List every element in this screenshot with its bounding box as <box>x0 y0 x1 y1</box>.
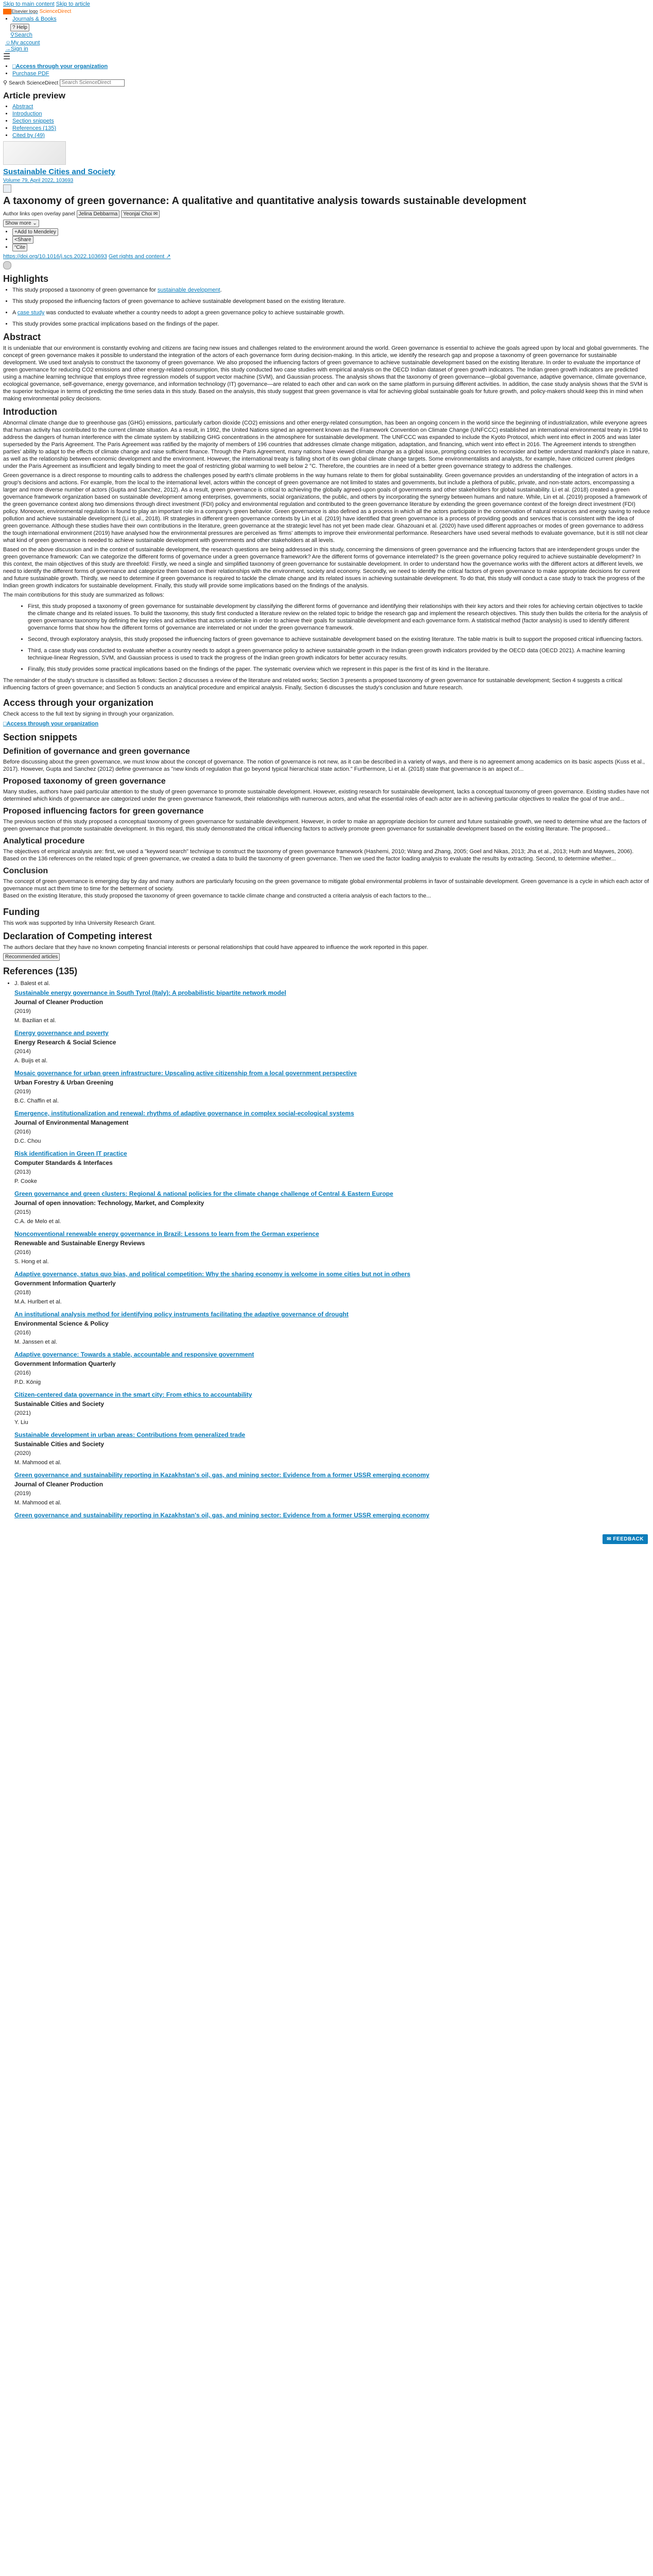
reference-item: Green governance and sustainability reporting in Kazakhstan's oil, gas, and mining sector: Evidence from a former USSR emerging economy Journal of Cleaner Production (2019) M. Mahmood et al. <box>14 1471 650 1506</box>
intro-closing: The remainder of the study's structure is classified as follows: Section 2 discusses a review of the literature and related works; Section 3 presents a proposed taxonomy of green governance for sustainable development; Section 4 suggests a critical influencing factors of green governance; and Section 5 conducts an analytical procedure and empirical analysis. Finally, Section 6 discusses the study's conclusion and future research. <box>3 677 623 691</box>
reference-item: Green governance and green clusters: Regional & national policies for the climate change challenge of Central & Eastern Europe Journal of open innovation: Technology, Market, and Complexity (2015) C.A. de Melo et al. <box>14 1190 650 1225</box>
reference-title-link[interactable]: Sustainable energy governance in South Tyrol (Italy): A probabilistic bipartite network model <box>14 989 286 997</box>
snippet-text: Before discussing about the green governance, we must know about the concept of governance. The notion of governance is not new, as it can be described in a variety of ways, and there is no agreement among academics on its basic aspects (Kuss et al., 2017). However, Gupta and Sanchez (2012) define governance as "new kinds of regulation that go beyond typical hierarchical state action." Furthermore, Li et al. (2018) state that governance is an aspect of... <box>3 759 645 773</box>
preview-link-abstract[interactable]: Abstract <box>12 104 33 110</box>
login-icon: → <box>5 46 11 52</box>
account-block <box>5 40 650 52</box>
preview-link-snippets[interactable]: Section snippets <box>12 118 54 125</box>
quote-icon: “ <box>14 245 16 251</box>
sciencedirect-logo-link[interactable]: ScienceDirect <box>39 9 72 14</box>
doi-link[interactable]: https://doi.org/10.1016/j.scs.2022.103693 <box>3 253 107 260</box>
contribution-item: • Finally, this study provides some practical implications based on the findings of the paper. The systematic overview which we represent in this paper is the first of its kind in the literature. <box>28 666 650 673</box>
reference-title-link[interactable]: An institutional analysis method for identifying policy instruments facilitating the adaptive governance of drought <box>14 1311 349 1318</box>
reference-title-link[interactable]: Green governance and green clusters: Regional & national policies for the climate change challenge of Central & Eastern Europe <box>14 1190 393 1198</box>
introduction-heading: Introduction <box>3 406 57 417</box>
external-link-icon: ↗ <box>166 253 171 260</box>
competing-heading: Declaration of Competing interest <box>3 931 152 942</box>
purchase-pdf-link[interactable]: Purchase PDF <box>12 71 49 77</box>
reference-item: Adaptive governance, status quo bias, and political competition: Why the sharing economy is welcome in some cities but not in others Government Information Quarterly (2018) M.A. Hurlbert et al. <box>14 1270 650 1306</box>
highlight-item: • A case study was conducted to evaluate whether a country needs to adopt a green governance policy to achieve sustainable growth. <box>12 309 650 316</box>
skip-to-article-link[interactable]: Skip to article <box>56 1 90 7</box>
search-submit-icon[interactable]: ⚲ <box>3 80 8 86</box>
highlight-item: • This study proposed a taxonomy of green governance for sustainable development. <box>12 286 650 294</box>
journal-title-link[interactable]: Sustainable Cities and Society <box>3 167 115 177</box>
reference-item: Nonconventional renewable energy governance in Brazil: Lessons to learn from the German experience Renewable and Sustainable Energy Reviews (2016) S. Hong et al. <box>14 1230 650 1265</box>
brand-row <box>3 8 650 14</box>
competing-text: The authors declare that they have no known competing financial interests or personal relationships that could have appeared to influence the work reported in this paper. <box>3 944 428 951</box>
search-icon: ⚲ <box>10 32 15 38</box>
reference-item: An institutional analysis method for identifying policy instruments facilitating the adaptive governance of drought Environmental Science & Policy (2016) M. Janssen et al. <box>14 1311 650 1346</box>
article-title: A taxonomy of green governance: A qualitative and quantitative analysis towards sustainable development <box>3 195 526 207</box>
add-mendeley-button[interactable]: +Add to Mendeley <box>12 228 58 236</box>
sign-in-link[interactable]: →Sign in <box>5 46 28 52</box>
reference-item: Citizen-centered data governance in the smart city: From ethics to accountability Sustainable Cities and Society (2021) Y. Liu <box>14 1391 650 1426</box>
skip-to-main-link[interactable]: Skip to main content <box>3 1 55 7</box>
nav-item-journals <box>12 15 650 23</box>
skip-links <box>3 1 650 7</box>
email-icon: ✉ <box>153 211 158 217</box>
preview-link-references[interactable]: References (135) <box>12 125 56 132</box>
reference-item: Adaptive governance: Towards a stable, accountable and responsive government Government Information Quarterly (2016) P.D. König <box>14 1351 650 1386</box>
snippet-text: The concept of green governance is emerging day by day and many authors are particularly focusing on the green governance to mitigate global environmental problems in favor of sustainable development. Green governance is a cycle in which each actor of governance must act them time to time for the betterment of society. Based on the existing literature, this study proposed the taxonomy of green governance to tackle climate change and constructed a criteria analysis of each factors to the... <box>3 878 649 900</box>
snippet-text: The previous section of this study proposed a conceptual taxonomy of green governance for sustainable development. However, in order to make an appropriate decision for current and future sustainable growth, we need to determine what are the factors of green governance that promote sustainable development. In this regard, this study demonstrated the critical influencing factors to actively promote green governance for sustainable development based on the existing literature. The proposed... <box>3 819 647 833</box>
reference-item: • J. Balest et al. Sustainable energy governance in South Tyrol (Italy): A probabilistic bipartite network model Journal of Cleaner Production (2019) M. Bazilian et al. <box>14 980 650 1024</box>
access-org-button[interactable]: □Access through your organization <box>3 721 99 727</box>
intro-paragraph: Based on the above discussion and in the context of sustainable development, the research questions are being addressed in this study, concerning the dimensions of green governance and the influencing factors that are interdependent groups under the green governance framework: Can we categorize the different forms of governance under a green governance framework? Are the different forms of governance interrelated? Is the green governance policy required to achieve sustainable development? In this context, the main objectives of this study are threefold: Firstly, we need a single and simplified taxonomy of green governance for sustainable development. In order to understand how the governance works with the different actors at different levels, we need to identify the different forms of governance and categorize them based on their relationships with the environment, society and economy. Secondly, we need to identify the critical factors of green governance to make appropriate decisions for current and future sustainable growth. Thirdly, we need to determine if green governance is required to tackle the climate change and its related issues in achieving sustainable development. To do that, this study will conduct a case study to track the progress of the Indian green growth indicators for sustainable development. Finally, this study will provide some implications based on the findings of the analysis. <box>3 547 645 589</box>
intro-paragraph: The main contributions for this study are summarized as follows: <box>3 592 165 599</box>
contribution-item: • First, this study proposed a taxonomy of green governance for sustainable development by classifying the different forms of governance and identifying their relationships with their key actors and their roles for achieving certain objectives to tackle the climate change and its related issues. To build the taxonomy, this study first conducted a literature review on the related topic to bridge the research gap and implement the research objectives. This study then builds the criteria for the analysis of green governance taxonomy by defining the key roles and activities that actors undertake in order to achieve their goals for sustainable development and each governance form. A statistical method (factor analysis) is used to identify different governance forms that show how the different forms of governance are interrelated or not under the green governance framework. <box>28 603 650 632</box>
highlight-link[interactable]: sustainable development <box>157 287 220 294</box>
abstract-heading: Abstract <box>3 332 41 343</box>
snippet-title: Proposed influencing factors for green governance <box>3 807 204 816</box>
snippet-title: Definition of governance and green governance <box>3 747 190 756</box>
elsevier-publisher-image[interactable] <box>3 141 66 165</box>
references-list <box>3 980 650 1519</box>
elsevier-logo-link[interactable]: Elsevier logo <box>3 8 38 14</box>
search-input[interactable]: Search ScienceDirect <box>60 79 125 87</box>
reference-title-link[interactable]: Sustainable development in urban areas: Contributions from generalized trade <box>14 1431 246 1439</box>
highlights-list <box>3 286 650 328</box>
journal-cover-row <box>3 177 650 183</box>
reference-item: Mosaic governance for urban green infrastructure: Upscaling active citizenship from a local government perspective Urban Forestry & Urban Greening (2019) B.C. Chaffin et al. <box>14 1070 650 1105</box>
search-bar <box>3 79 650 87</box>
snippet-title: Proposed taxonomy of green governance <box>3 777 166 786</box>
abstract-text: It is undeniable that our environment is constantly evolving and citizens are facing new issues and challenges related to the environment around the world. Green governance is essential to achieve the goals agreed upon by local and global governments. The concept of green governance makes it possible to understand the integration of the actors of each governance form during decision-making. In this article, we identify the research gap and propose a taxonomy of green governance for sustainable development. We used text analysis to construct the taxonomy of green governance. We also proposed the influencing factors of green governance to achieve sustainable development based on the existing literature. In order to evaluate the importance of green governance for reducing CO2 emissions and other energy-related consumption, this study conducted two case studies with empirical analysis on the OECD Indian dataset of green growth indicators. The Indian green growth indicators are predicted using a machine learning technique that employs three regression models of support vector machine (SVM), and Gaussian process. The analysis shows that the taxonomy of green governance—global governance, adaptive governance, climate governance, ecological governance, self-governance, energy governance, and information technology (IT) governance—are related to each other and can work on the same platform in pursuing different activities. In addition, the case study analysis shows that the SVM is the superior technique in terms of predicting the time series data in this study. Based on the analysis, this study suggest that green governance is vital for achieving global sustainable goals for future growth, and policy-makers should keep this in mind when making environmental policy decisions. <box>3 345 649 402</box>
volume-info-link[interactable]: Volume 79, April 2022, 103693 <box>3 178 74 184</box>
snippet-text: Many studies, authors have paid particular attention to the study of green governance to promote sustainable development. However, existing research for sustainable development, lacks a conceptual taxonomy of green governance. Existing studies have not determined which kinds of governance are categorized under the green governance framework, their relationships with numerous actors, and what the essential roles of each actor are in achieving particular objectives to realize the goal of true and... <box>3 789 649 803</box>
reference-item: Risk identification in Green IT practice Computer Standards & Interfaces (2013) P. Cooke <box>14 1150 650 1185</box>
menu-button[interactable] <box>3 54 650 61</box>
snippet-text: The objectives of empirical analysis are: first, we used a "keyword search" technique to construct the taxonomy of green governance framework (Hashemi, 2010; Wang and Zhang, 2005; Goel and Nikas, 2013; Jha et al., 2013; Huth and Maywes, 2006). Based on the 136 references on the related topic of green governance, we created a data to build the taxonomy of green governance. Then we used the factor loading analysis to evaluate the results by extracting. Second, to determine whether... <box>3 849 634 862</box>
cite-button[interactable]: “Cite <box>12 244 27 251</box>
access-heading: Access through your organization <box>3 698 154 708</box>
preview-link-introduction[interactable]: Introduction <box>12 111 42 117</box>
snippet-title: Conclusion <box>3 867 48 876</box>
contributions-list <box>19 603 650 673</box>
journals-books-link[interactable]: Journals & Books <box>12 16 57 22</box>
hamburger-icon: ☰ <box>3 53 11 61</box>
chevron-down-icon: ⌄ <box>32 221 37 227</box>
chat-icon: ✉ <box>607 1536 612 1542</box>
reference-title-link[interactable]: Emergence, institutionalization and renewal: rhythms of adaptive governance in complex social-ecological systems <box>14 1110 354 1117</box>
reference-item: Energy governance and poverty Energy Research & Social Science (2014) A. Buijs et al. <box>14 1029 650 1064</box>
snippets-heading: Section snippets <box>3 732 78 743</box>
access-options <box>3 63 650 77</box>
search-label: Search ScienceDirect <box>9 80 59 86</box>
intro-paragraph: Abnormal climate change due to greenhouse gas (GHG) emissions, particularly carbon dioxide (CO2) emissions and other energy-related consumption, has been an ongoing concern in the world since the beginning of industrialization, while everyone agrees that human activity has contributed to the current climate situation. As a result, in 1992, the United Nations signed an agreement known as the Framework Convention on Climate Change (UNFCCC) established an international environmental treaty in 1994 to address the dangers of human interference with the climate system by stabilizing GHG concentrations in the atmosphere for sustainable development. The UNFCCC was expanded to include the Kyoto Protocol, which went into effect in 2005 and was later superseded by the Paris Agreement. The Paris Agreement was ratified by the majority of members of 196 countries that addresses climate change mitigation, adaptation, and financing, which went into effect in 2016. The Agreement intends to strengthen parties' ability to adapt to the effects of climate change and raise sufficient finance. Through the Paris Agreement, many nations have viewed climate change as a global issue, prompting countries to reconsider and better understand mankind's place in nature, as well as the relationship between economic development and the environment. However, the international treaty is falling short of its own global climate change targets. Some environmentalists and analysts, for example, have criticized current pledges under the Paris Agreement as insufficient and legally binding to meet the goal of restricting global warming to well below 2 °C. Therefore, the countries are in need of a better green governance strategy to address the challenges. <box>3 420 650 470</box>
elsevier-logo-icon <box>3 9 11 14</box>
reference-item <box>14 1512 650 1519</box>
reference-item: Sustainable development in urban areas: Contributions from generalized trade Sustainable Cities and Society (2020) M. Mahmood et al. <box>14 1431 650 1466</box>
recommended-articles-button[interactable]: Recommended articles <box>3 953 60 961</box>
crossmark-badge[interactable] <box>3 261 11 269</box>
preview-nav <box>3 103 650 139</box>
show-more-button[interactable]: Show more ⌄ <box>3 219 39 227</box>
plus-icon: + <box>14 229 18 235</box>
institution-icon: □ <box>12 63 16 70</box>
reference-title-link[interactable]: Green governance and sustainability reporting in Kazakhstan's oil, gas, and mining sector: Evidence from a former USSR emerging economy <box>14 1471 429 1479</box>
nav-buttons <box>3 24 650 39</box>
reference-title-link[interactable]: Nonconventional renewable energy governance in Brazil: Lessons to learn from the German experience <box>14 1230 319 1238</box>
access-org-link[interactable]: □Access through your organization <box>12 63 108 70</box>
rights-link[interactable]: Get rights and content ↗ <box>108 253 171 260</box>
contribution-item: • Third, a case study was conducted to evaluate whether a country needs to adopt a green governance policy to achieve sustainable growth in the Indian green growth indicators provided by the OECD data (OECD 2021). A machine learning technique-linear Regression, SVM, and Gaussian process is used to track the progress of the Indian green growth indicators for better accuracy results. <box>28 647 650 662</box>
article-actions <box>3 228 650 251</box>
intro-paragraph: Green governance is a direct response to mounting calls to address the challenges posed by earth's climate problems in the way humans relate to them for global sustainability. Green governance provides an understanding of the integration of actors in a group's decisions and actions. For example, from the local to the international level, actors within the concept of green governance are not limited to states and governments, but include a plethora of public, private, and non-state actors, encompassing a larger and more diverse number of actors (Gupta and Sanchez, 2012). As a result, green governance is critical to achieving the globally agreed-upon goals of governments and other stakeholders for global sustainability. Li et al. (2018) created a green governance framework organization based on sustainable development among enterprises, governments, social organizations, the public, and others by incorporating the synergy between humans and nature. While, Lin et al. (2019) proposed a framework of the green governance context along two dimensions through direct investment (FDI) policy and environmental regulation and contributed to the green governance literature by extending the green governance context of the foreign direct investment (FDI) policy. Moreover, environmental regulation is found to play an important role in a company's green behavior. Green governance is also defined as a process in which all the actors participate in the conservation of natural resources and energy saving to reduce pollution and achieve sustainable development (Li et al., 2018). IR strategies in different green governance contexts by Lin et al. (2019) have identified that green governance is a process of providing goods and services that is consistent with the idea of green governance. Although these studies have their own contributions in the literature, green governance at the strategic level has not yet been made clear. Ghazouani et al. (2020) have used different approaches or modes of green governance to address the tough international environment (2019) have analysed how the environmental pressures are perceived as ‘firms' attempts to improve their environmental performance. Researchers have used several methods to evaluate governance, but it is still not clear what kind of green governance is needed to achieve sustainable development with governments and other stakeholders at all levels. <box>3 472 650 544</box>
snippet-title: Analytical procedure <box>3 837 85 846</box>
search-link[interactable]: ⚲Search <box>10 32 32 38</box>
highlight-item: • This study proposed the influencing factors of green governance to achieve sustainable development based on the existing literature. <box>12 298 650 305</box>
reference-title-link[interactable]: Mosaic governance for urban green infrastructure: Upscaling active citizenship from a local government perspective <box>14 1070 357 1077</box>
reference-title-link[interactable]: Citizen-centered data governance in the smart city: From ethics to accountability <box>14 1391 252 1399</box>
top-nav <box>3 15 650 23</box>
reference-item: Emergence, institutionalization and renewal: rhythms of adaptive governance in complex social-ecological systems Journal of Environmental Management (2016) D.C. Chou <box>14 1110 650 1145</box>
help-icon: ? <box>12 25 15 30</box>
my-account-link[interactable]: ☺My account <box>5 40 40 46</box>
feedback-button[interactable]: ✉ FEEDBACK <box>603 1534 648 1544</box>
reference-title-link[interactable]: Green governance and sustainability reporting in Kazakhstan's oil, gas, and mining sector: Evidence from a former USSR emerging economy <box>14 1512 429 1519</box>
funding-heading: Funding <box>3 907 40 918</box>
contribution-item: • Second, through exploratory analysis, this study proposed the influencing factors of green governance to achieve sustainable development based on the existing literature. The table matrix is built to support the proposed critical influencing factors. <box>28 636 650 643</box>
journal-cover-thumbnail[interactable] <box>3 184 11 193</box>
share-button[interactable]: <Share <box>12 236 33 244</box>
reference-title-link[interactable]: Adaptive governance, status quo bias, and political competition: Why the sharing economy is welcome in some cities but not in others <box>14 1270 410 1278</box>
reference-title-link[interactable]: Adaptive governance: Towards a stable, accountable and responsive government <box>14 1351 254 1359</box>
funding-text: This work was supported by Inha University Research Grant. <box>3 920 156 927</box>
institution-icon: □ <box>3 721 7 727</box>
highlight-item: • This study provides some practical implications based on the findings of the paper. <box>12 320 650 328</box>
highlight-link[interactable]: case study <box>17 310 45 316</box>
reference-title-link[interactable]: Risk identification in Green IT practice <box>14 1150 127 1158</box>
share-icon: < <box>14 237 18 243</box>
authors-row: Author links open overlay panel Jelina Debbarma Yeonjai Choi ✉ <box>3 210 650 218</box>
doi-row <box>3 253 650 260</box>
references-heading: References (135) <box>3 966 78 977</box>
author-button-1[interactable]: Jelina Debbarma <box>77 210 120 218</box>
reference-title-link[interactable]: Energy governance and poverty <box>14 1029 109 1037</box>
preview-link-cited-by[interactable]: Cited by (49) <box>12 132 45 139</box>
highlights-heading: Highlights <box>3 274 48 284</box>
article-preview-heading: Article preview <box>3 91 65 101</box>
author-button-2[interactable]: Yeonjai Choi ✉ <box>121 210 160 218</box>
access-text: Check access to the full text by signing in through your organization. <box>3 711 175 718</box>
help-button[interactable]: ? Help <box>10 24 29 31</box>
user-icon: ☺ <box>5 40 11 46</box>
